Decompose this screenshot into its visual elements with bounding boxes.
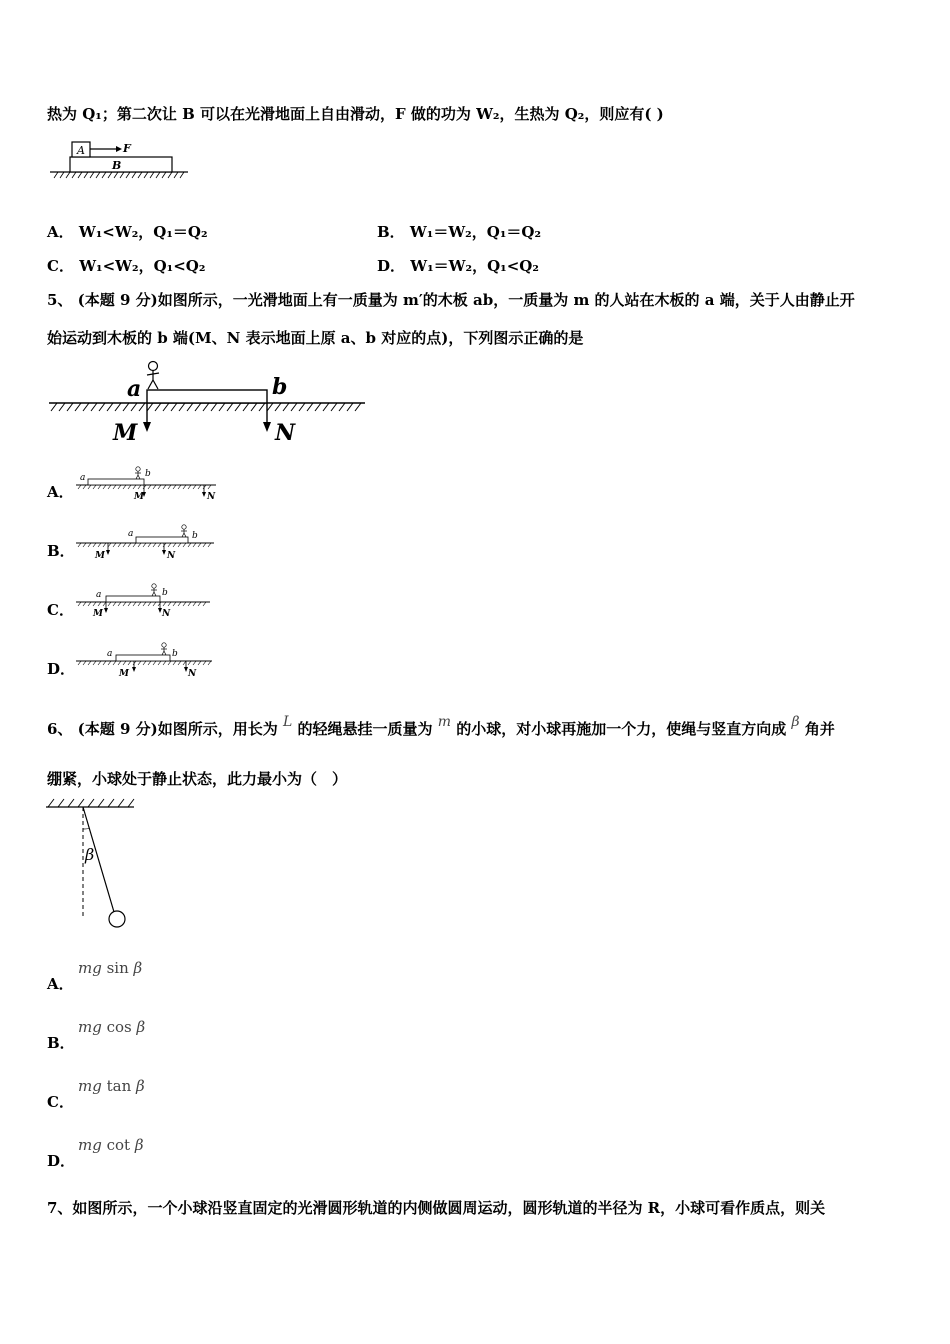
q4-option-b[interactable]: [377, 221, 541, 242]
option-key: D．: [377, 257, 406, 275]
option-text: W₁<W₂，Q₁<Q₂: [79, 257, 206, 275]
svg-text:M: M: [119, 669, 129, 679]
q6-stem-line2: 绷紧，小球处于静止状态，此力最小为（ ）: [47, 770, 348, 788]
plank-ab: [147, 390, 267, 403]
svg-text:M: M: [93, 609, 103, 619]
svg-text:M: M: [134, 492, 144, 502]
q6-option-d-key[interactable]: D．: [47, 1152, 76, 1170]
q5-stem-line1: 5、 (本题 9 分)如图所示，一光滑地面上有一质量为 m′的木板 ab，一质量为 m 的人站在木板的 a 端，关于人由静止开: [47, 291, 855, 309]
q6-pendulum-figure: [44, 795, 144, 935]
symbol-m: m: [437, 714, 452, 730]
svg-text:b: b: [145, 469, 151, 479]
label-a: a: [127, 376, 142, 402]
q6-option-d-math[interactable]: mg cot β: [78, 1136, 144, 1154]
svg-text:b: b: [172, 649, 178, 659]
svg-text:b: b: [162, 588, 168, 598]
person-icon: [147, 362, 159, 390]
q6-stem-line1: 6、 (本题 9 分)如图所示，用长为 L 的轻绳悬挂一质量为 m 的小球，对小球再施加一个力，使绳与竖直方向成 β 角并: [47, 714, 835, 738]
svg-text:N: N: [188, 669, 197, 679]
option-text: W₁<W₂，Q₁＝Q₂: [78, 223, 208, 241]
q4-intro: 热为 Q₁；第二次让 B 可以在光滑地面上自由滑动，F 做的功为 W₂，生热为 Q₂，则应有( ): [47, 105, 664, 123]
q4-option-d[interactable]: [377, 255, 539, 276]
q6-option-b-math[interactable]: mg cos β: [78, 1018, 146, 1036]
force-label: F: [123, 142, 131, 155]
block-a-label: A: [77, 144, 85, 157]
q4-option-a[interactable]: [47, 221, 208, 242]
q4-option-c[interactable]: [47, 255, 205, 276]
q5-option-a-key[interactable]: A．: [47, 483, 74, 501]
option-text: W₁＝W₂，Q₁＝Q₂: [409, 223, 542, 241]
angle-beta-label: β: [85, 845, 95, 864]
svg-text:a: a: [96, 590, 102, 600]
symbol-L: L: [282, 714, 293, 730]
q5-option-a-figure[interactable]: [76, 464, 221, 504]
label-b: b: [272, 374, 288, 400]
label-N: N: [275, 420, 296, 446]
q6-option-b-key[interactable]: B．: [47, 1034, 75, 1052]
svg-text:a: a: [128, 529, 134, 539]
q5-option-d-key[interactable]: D．: [47, 660, 76, 678]
option-key: C．: [47, 257, 74, 275]
svg-text:N: N: [167, 551, 176, 561]
symbol-beta: β: [791, 714, 800, 730]
q6-option-c-key[interactable]: C．: [47, 1093, 74, 1111]
svg-text:b: b: [192, 531, 198, 541]
q5-option-b-figure[interactable]: [76, 522, 221, 562]
option-text: W₁＝W₂，Q₁<Q₂: [410, 257, 539, 275]
q7-stem-line1: 7、如图所示，一个小球沿竖直固定的光滑圆形轨道的内侧做圆周运动，圆形轨道的半径为 R，小球可看作质点，则关: [47, 1199, 826, 1217]
label-M: M: [113, 420, 138, 446]
option-key: B．: [377, 223, 405, 241]
svg-text:N: N: [207, 492, 216, 502]
q4-figure: [48, 138, 193, 183]
q6-option-c-math[interactable]: mg tan β: [78, 1077, 145, 1095]
q5-option-c-key[interactable]: C．: [47, 601, 74, 619]
svg-text:a: a: [107, 649, 113, 659]
q5-stem-line2: 始运动到木板的 b 端(M、N 表示地面上原 a、b 对应的点)，下列图示正确的是: [47, 329, 584, 347]
svg-text:a: a: [80, 473, 86, 483]
q5-option-c-figure[interactable]: [76, 581, 221, 621]
option-key: A．: [47, 223, 74, 241]
q6-option-a-key[interactable]: A．: [47, 975, 74, 993]
q5-main-figure: [47, 358, 367, 448]
svg-text:M: M: [95, 551, 105, 561]
q6-option-a-math[interactable]: mg sin β: [78, 959, 143, 977]
board-b-label: B: [112, 159, 122, 172]
q5-option-d-figure[interactable]: [76, 640, 221, 680]
q5-option-b-key[interactable]: B．: [47, 542, 75, 560]
svg-text:N: N: [162, 609, 171, 619]
